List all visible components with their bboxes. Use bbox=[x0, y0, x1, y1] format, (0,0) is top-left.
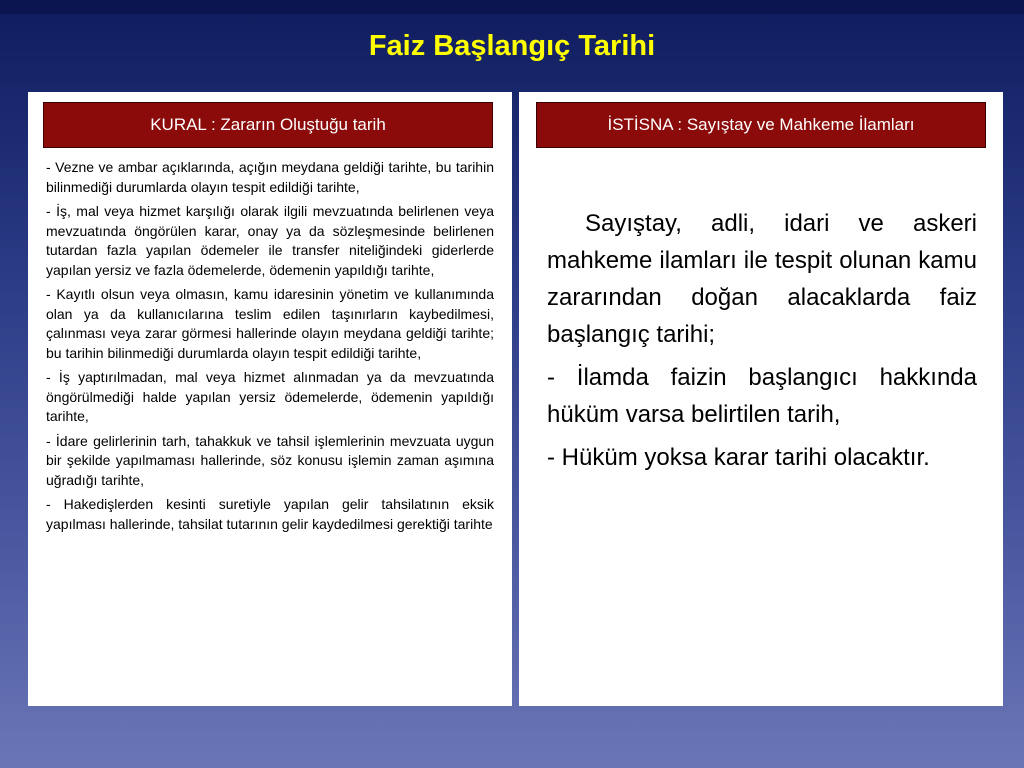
rule-item: - İş, mal veya hizmet karşılığı olarak ilgili mevzuatında belirlenen veya mevzuatında öngörülen karar, onay ya da sözleşmesinde belirlenen tutardan fazla yapılan ödemeler ile transfer niteliğindeki giderlerde yapılan yersiz ve fazla ödemelerde, ödemenin yapıldığı tarihte, bbox=[46, 203, 494, 278]
exception-header: İSTİSNA : Sayıştay ve Mahkeme İlamları bbox=[536, 102, 986, 148]
rule-item: - Hakedişlerden kesinti suretiyle yapılan gelir tahsilatının eksik yapılması hallerinde, tahsilat tutarının gelir kaydedilmesi gerektiği tarihte bbox=[46, 496, 494, 532]
exception-item: - İlamda faizin başlangıcı hakkında hüküm varsa belirtilen tarih, bbox=[547, 364, 977, 428]
rule-item: - Kayıtlı olsun veya olmasın, kamu idaresinin yönetim ve kullanımında olan ya da kullanıcılarına teslim edilen taşınırların kaybedilmesi, çalınması veya zarar görmesi hallerinde olayın meydana geldiği tarihte; bu tarihin bilinmediği durumlarda olayın tespit edildiği tarihte, bbox=[46, 286, 494, 361]
exception-intro: Sayıştay, adli, idari ve askeri mahkeme ilamları ile tespit olunan kamu zararından doğan alacaklarda faiz başlangıç tarihi; bbox=[547, 210, 977, 348]
rule-list bbox=[46, 158, 494, 539]
top-band bbox=[0, 0, 1024, 14]
exception-body bbox=[547, 205, 977, 482]
exception-panel bbox=[519, 92, 1003, 706]
exception-item: - Hüküm yoksa karar tarihi olacaktır. bbox=[547, 444, 930, 471]
rule-item: - İş yaptırılmadan, mal veya hizmet alınmadan ya da mevzuatında öngörülmediği halde yapılan yersiz ödemelerde, ödemenin yapıldığı tarihte, bbox=[46, 369, 494, 424]
rule-item: - İdare gelirlerinin tarh, tahakkuk ve tahsil işlemlerinin mevzuata uygun bir şekilde yapılmaması hallerinde, söz konusu işlemin zaman aşımına uğradığı tarihte, bbox=[46, 432, 494, 488]
rule-header: KURAL : Zararın Oluştuğu tarih bbox=[43, 102, 493, 148]
rule-item: - Vezne ve ambar açıklarında, açığın meydana geldiği tarihte, bu tarihin bilinmediği durumlarda olayın tespit edildiği tarihte, bbox=[46, 159, 494, 195]
slide-title: Faiz Başlangıç Tarihi bbox=[368, 30, 656, 62]
rule-panel bbox=[28, 92, 512, 706]
